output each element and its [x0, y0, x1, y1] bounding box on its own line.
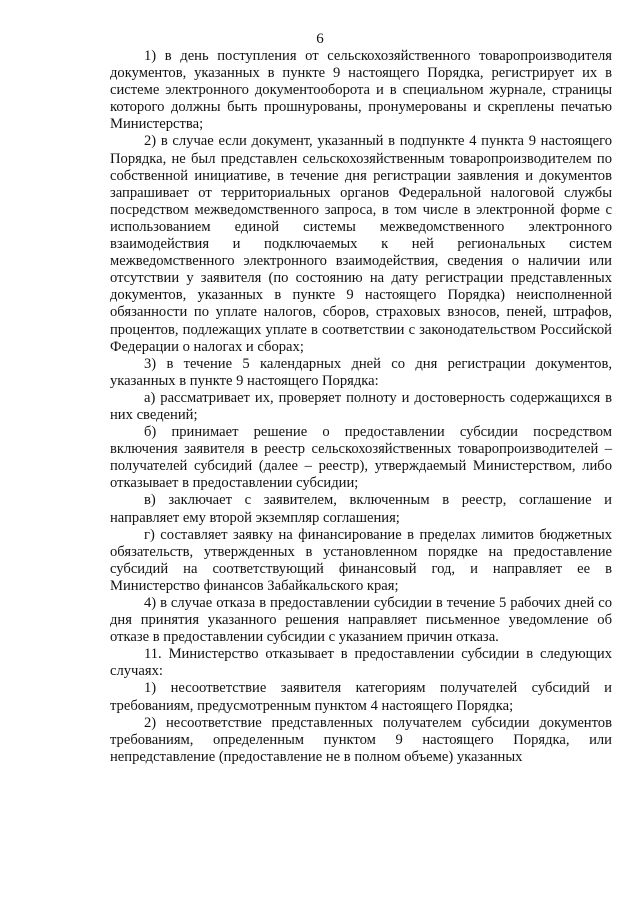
paragraph-3-five-days: 3) в течение 5 календарных дней со дня регистрации документов, указанных в пункте 9 настоящего Порядка:: [110, 355, 612, 389]
paragraph-4-refusal-notice: 4) в случае отказа в предоставлении субсидии в течение 5 рабочих дней со дня принятия указанного решения направляет письменное уведомление об отказе в предоставлении субсидии с указанием причин отказа.: [110, 595, 612, 646]
paragraph-2-interagency-request: 2) в случае если документ, указанный в подпункте 4 пункта 9 настоящего Порядка, не был представлен сельскохозяйственным товаропроизводителем по собственной инициативе, в течение дня регистрации заявления и документов запрашивает от территориальных органов Федеральной налоговой службы посредством межведомственного запроса, в том числе в электронной форме с использованием единой системы межведомственного электронного взаимодействия и подключаемых к ней региональных систем межведомственного электронного взаимодействия, сведения о наличии или отсутствии у заявителя (по состоянию на дату регистрации представленных документов, указанных в пункте 9 настоящего Порядка) неисполненной обязанности по уплате налогов, сборов, страховых взносов, пеней, штрафов, процентов, подлежащих уплате в соответствии с законодательством Российской Федерации о налогах и сборах;: [110, 133, 612, 355]
page-number: 6: [316, 31, 324, 47]
paragraph-11-refusal-cases: 11. Министерство отказывает в предоставлении субсидии в следующих случаях:: [110, 646, 612, 680]
paragraph-3a-review: а) рассматривает их, проверяет полноту и достоверность содержащихся в них сведений;: [110, 389, 612, 423]
paragraph-3b-decision: б) принимает решение о предоставлении субсидии посредством включения заявителя в реестр сельскохозяйственных товаропроизводителей – получателей субсидий (далее – реестр), утверждаемый Министерством, либо отказывает в предоставлении субсидии;: [110, 424, 612, 492]
paragraph-3v-agreement: в) заключает с заявителем, включенным в реестр, соглашение и направляет ему второй экземпляр соглашения;: [110, 492, 612, 526]
body-text: [110, 48, 612, 766]
paragraph-1-day-of-receipt: 1) в день поступления от сельскохозяйственного товаропроизводителя документов, указанных в пункте 9 настоящего Порядка, регистрирует их в системе электронного документооборота и в специальном журнале, страницы которого должны быть прошнурованы, пронумерованы и скреплены печатью Министерства;: [110, 48, 612, 133]
paragraph-11-2-mismatch-documents: 2) несоответствие представленных получателем субсидии документов требованиям, определенным пунктом 9 настоящего Порядка, или непредставление (предоставление не в полном объеме) указанных: [110, 714, 612, 765]
paragraph-3g-funding-request: г) составляет заявку на финансирование в пределах лимитов бюджетных обязательств, утвержденных в установленном порядке на предоставление субсидий на соответствующий финансовый год, и направляет ее в Министерство финансов Забайкальского края;: [110, 526, 612, 594]
paragraph-11-1-mismatch-category: 1) несоответствие заявителя категориям получателей субсидий и требованиям, предусмотренным пунктом 4 настоящего Порядка;: [110, 680, 612, 714]
